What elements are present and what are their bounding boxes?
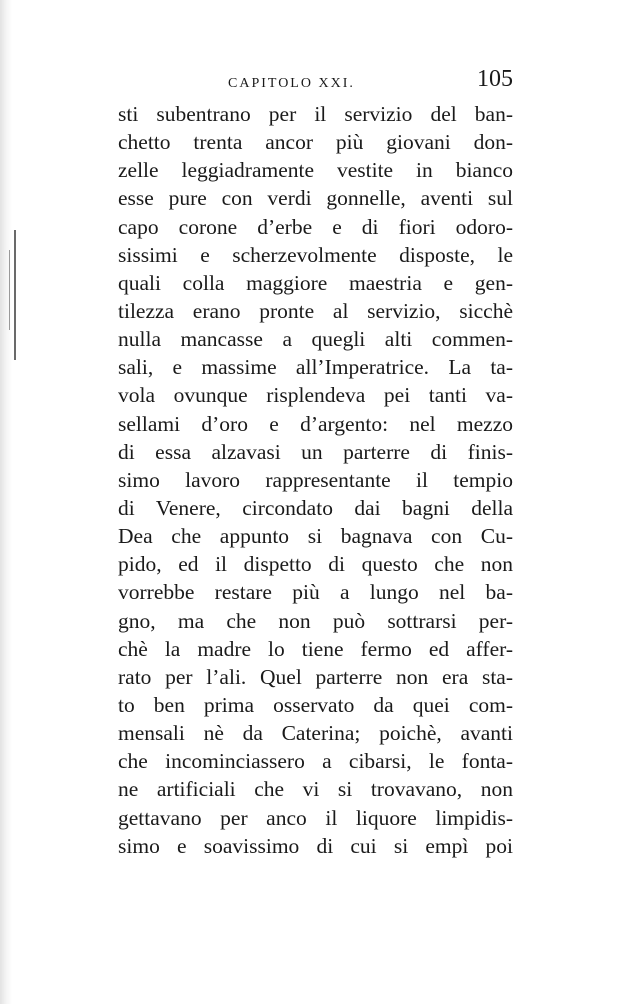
text-line: nulla mancasse a quegli alti commen- [118,327,513,352]
text-line: vola ovunque risplendeva pei tanti va- [118,383,513,408]
chapter-title: CAPITOLO XXI. [228,76,355,91]
text-line: di essa alzavasi un parterre di finis- [118,439,513,464]
text-line: rato per l’ali. Quel parterre non era sta- [118,664,513,689]
text-line: zelle leggiadramente vestite in bianco [118,158,513,183]
text-line: sellami d’oro e d’argento: nel mezzo [118,411,513,436]
gutter-shadow [14,230,16,360]
text-line: quali colla maggiore maestria e gen- [118,270,513,295]
text-line: tilezza erano pronte al servizio, sicchè [118,298,513,323]
text-line: simo e soavissimo di cui si empì poi [118,833,513,858]
text-line: ne artificiali che vi si trovavano, non [118,777,513,802]
text-line: gettavano per anco il liquore limpidis- [118,805,513,830]
text-line: sissimi e scherzevolmente disposte, le [118,242,513,267]
text-line: vorrebbe restare più a lungo nel ba- [118,580,513,605]
page-number: 105 [477,66,513,92]
text-line: esse pure con verdi gonnelle, aventi sul [118,186,513,211]
running-head [118,66,513,100]
text-line: sti subentrano per il servizio del ban- [118,102,513,126]
text-line: chetto trenta ancor più giovani don- [118,130,513,155]
text-line: simo lavoro rappresentante il tempio [118,467,513,492]
text-line: mensali nè da Caterina; poichè, avanti [118,721,513,746]
body-text [118,100,513,860]
text-line: sali, e massime all’Imperatrice. La ta- [118,355,513,380]
text-line: chè la madre lo tiene fermo ed affer- [118,636,513,661]
text-line: Dea che appunto si bagnava con Cu- [118,524,513,549]
text-block [118,66,513,860]
text-line: to ben prima osservato da quei com- [118,692,513,717]
text-line: che incominciassero a cibarsi, le fonta- [118,749,513,774]
text-line: di Venere, circondato dai bagni della [118,495,513,520]
text-line: pido, ed il dispetto di questo che non [118,552,513,577]
text-line: gno, ma che non può sottrarsi per- [118,608,513,633]
text-line: capo corone d’erbe e di fiori odoro- [118,214,513,239]
gutter-shadow-faint [9,250,10,330]
page-edge [0,0,12,1004]
